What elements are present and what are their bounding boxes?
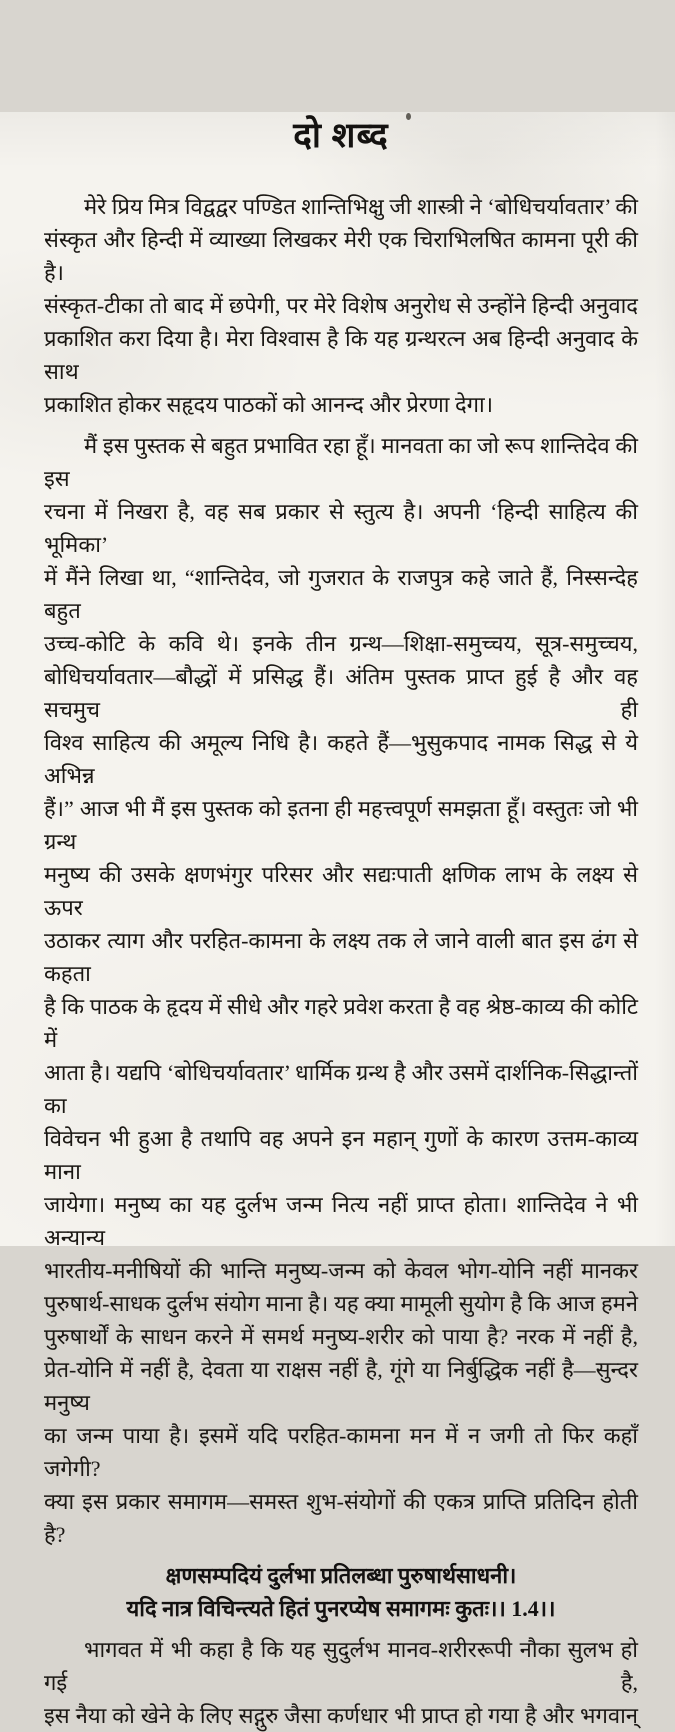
scan-speck xyxy=(406,113,411,120)
paragraph xyxy=(44,429,638,1551)
scanned-book-page xyxy=(0,112,675,1728)
text-line: उठाकर त्याग और परहित-कामना के लक्ष्य तक ले जाने वाली बात इस ढंग से कहता xyxy=(44,928,638,986)
text-line: हैं।” आज भी मैं इस पुस्तक को इतना ही महत्त्वपूर्ण समझता हूँ। वस्तुतः जो भी ग्रन्थ xyxy=(44,796,638,854)
page-title: दो शब्द xyxy=(293,116,389,155)
paragraph xyxy=(44,190,638,421)
text-line: विश्व साहित्य की अमूल्य निधि है। कहते हैं—भुसुकपाद नामक सिद्ध से ये अभिन्न xyxy=(44,730,638,788)
text-line: जायेगा। मनुष्य का यह दुर्लभ जन्म नित्य नहीं प्राप्त होता। शान्तिदेव ने भी अन्यान्य xyxy=(44,1192,638,1250)
text-line: मनुष्य की उसके क्षणभंगुर परिसर और सद्यःपाती क्षणिक लाभ के लक्ष्य से ऊपर xyxy=(44,862,638,920)
text-line: आता है। यद्यपि ‘बोधिचर्यावतार’ धार्मिक ग्रन्थ है और उसमें दार्शनिक-सिद्धान्तों का xyxy=(44,1060,638,1118)
sanskrit-verse xyxy=(44,1559,638,1625)
text-line: प्रकाशित करा दिया है। मेरा विश्वास है कि यह ग्रन्थरत्न अब हिन्दी अनुवाद के साथ xyxy=(44,326,638,384)
text-line: प्रेत-योनि में नहीं है, देवता या राक्षस नहीं है, गूंगे या निर्बुद्धिक नहीं है—सुन्दर मनुष्य xyxy=(44,1357,638,1415)
text-line: है कि पाठक के हृदय में सीधे और गहरे प्रवेश करता है वह श्रेष्ठ-काव्य की कोटि में xyxy=(44,994,638,1052)
page-body xyxy=(44,190,638,1732)
text-line: संस्कृत-टीका तो बाद में छपेगी, पर मेरे विशेष अनुरोध से उन्होंने हिन्दी अनुवाद xyxy=(44,293,638,318)
paragraph xyxy=(44,1633,638,1732)
text-line: विवेचन भी हुआ है तथापि वह अपने इन महान् गुणों के कारण उत्तम-काव्य माना xyxy=(44,1126,638,1184)
text-line: भागवत में भी कहा है कि यह सुदुर्लभ मानव-शरीररूपी नौका सुलभ हो गई है, xyxy=(44,1637,638,1695)
text-line: उच्च-कोटि के कवि थे। इनके तीन ग्रन्थ—शिक्षा-समुच्चय, सूत्र-समुच्चय, xyxy=(44,631,638,656)
text-line: भारतीय-मनीषियों की भान्ति मनुष्य-जन्म को केवल भोग-योनि नहीं मानकर xyxy=(44,1258,638,1283)
verse-line: यदि नात्र विचिन्त्यते हितं पुनरप्येष समागमः कुतः।। 1.4।। xyxy=(126,1596,556,1621)
text-line: पुरुषार्थ-साधक दुर्लभ संयोग माना है। यह क्या मामूली सुयोग है कि आज हमने xyxy=(44,1291,638,1316)
text-line: मैं इस पुस्तक से बहुत प्रभावित रहा हूँ। मानवता का जो रूप शान्तिदेव की इस xyxy=(44,433,638,491)
text-line: प्रकाशित होकर सहृदय पाठकों को आनन्द और प्रेरणा देगा। xyxy=(44,392,494,417)
text-line: पुरुषार्थों के साधन करने में समर्थ मनुष्य-शरीर को पाया है? नरक में नहीं है, xyxy=(44,1324,638,1349)
text-line: संस्कृत और हिन्दी में व्याख्या लिखकर मेरी एक चिराभिलषित कामना पूरी की है। xyxy=(44,227,638,285)
text-line: रचना में निखरा है, वह सब प्रकार से स्तुत्य है। अपनी ‘हिन्दी साहित्य की भूमिका’ xyxy=(44,499,638,557)
text-line: का जन्म पाया है। इसमें यदि परहित-कामना मन में न जगी तो फिर कहाँ जगेगी? xyxy=(44,1423,638,1481)
verse-line: क्षणसम्पदियं दुर्लभा प्रतिलब्धा पुरुषार्थसाधनी। xyxy=(165,1563,517,1588)
text-line: में मैंने लिखा था, “शान्तिदेव, जो गुजरात के राजपुत्र कहे जाते हैं, निस्सन्देह बहुत xyxy=(44,565,638,623)
text-line: इस नैया को खेने के लिए सद्गुरु जैसा कर्णधार भी प्राप्त हो गया है और भगवान् xyxy=(44,1703,638,1728)
text-line: मेरे प्रिय मित्र विद्वद्वर पण्डित शान्तिभिक्षु जी शास्त्री ने ‘बोधिचर्यावतार’ की xyxy=(84,194,638,219)
text-line: बोधिचर्यावतार—बौद्धों में प्रसिद्ध हैं। अंतिम पुस्तक प्राप्त हुई है और वह सचमुच ही xyxy=(44,664,638,722)
text-line: क्या इस प्रकार समागम—समस्त शुभ-संयोगों की एकत्र प्राप्ति प्रतिदिन होती है? xyxy=(44,1489,638,1547)
